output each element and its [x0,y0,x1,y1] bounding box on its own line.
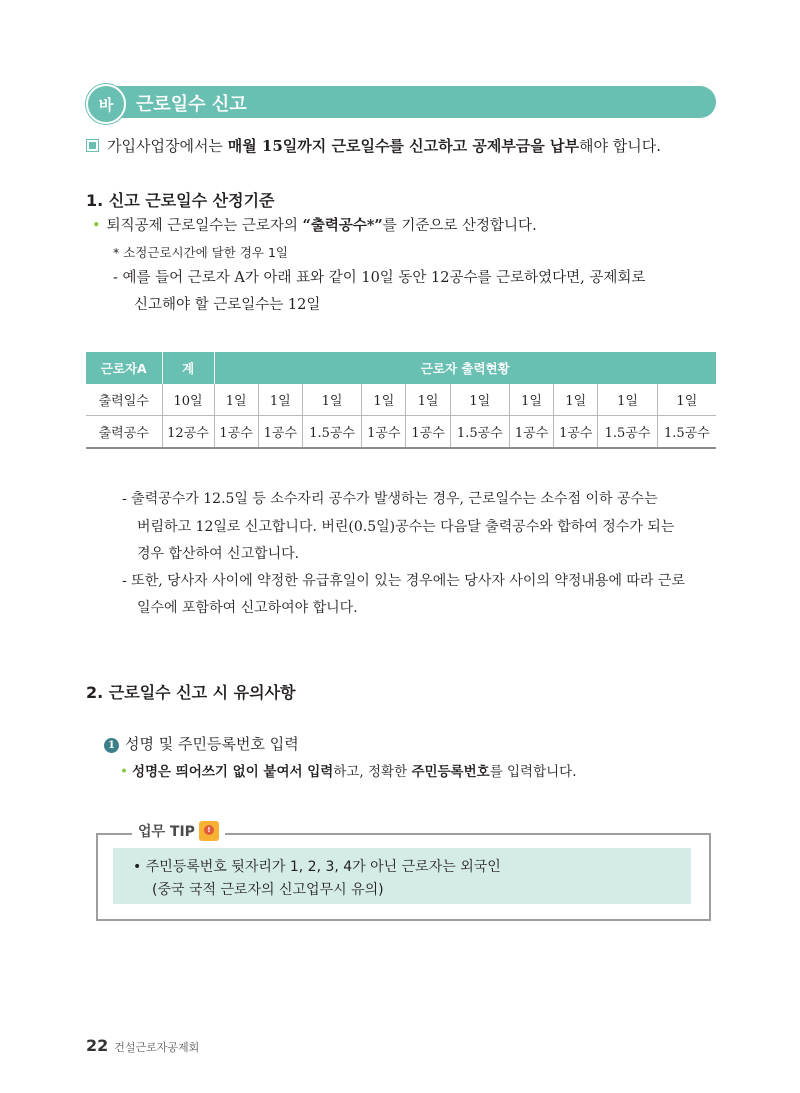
intro-text-end: 해야 합니다. [578,137,661,155]
square-bullet-icon [86,139,99,152]
table-cell: 출력일수 [86,384,162,416]
intro-bold-text: 매월 15일까지 근로일수를 신고하고 공제부금을 납부 [227,137,579,155]
table-cell: 1공수 [406,416,450,449]
table-cell: 12공수 [162,416,214,449]
table-row [86,384,716,416]
heading-criteria: 1. 신고 근로일수 산정기준 [86,191,275,210]
tip-label-text: 업무 TIP [138,824,195,840]
table-header: 근로자A [86,352,162,384]
table-header: 근로자 출력현황 [214,352,716,384]
lightbulb-icon: ! [199,821,219,841]
criteria-bold: “출력공수*” [302,217,383,234]
example-line-1: - 예를 들어 근로자 A가 아래 표와 같이 10일 동안 12공수를 근로하였다면, 공제회로 [113,270,646,286]
rounding-line-2: 버림하고 12일로 신고합니다. 버린(0.5일)공수는 다음달 출력공수와 합하여 정수가 되는 [137,519,675,535]
table-cell: 1일 [657,384,716,416]
tip-label [132,821,225,841]
table-cell: 1공수 [554,416,598,449]
table-cell: 1공수 [214,416,258,449]
holiday-line-1: - 또한, 당사자 사이에 약정한 유급휴일이 있는 경우에는 당사자 사이의 약정내용에 따라 근로 [122,573,685,589]
footnote: * 소정근로시간에 달한 경우 1일 [113,245,288,260]
table-row [86,416,716,449]
page-footer [86,1036,199,1055]
table-cell: 1일 [598,384,657,416]
holiday-line-2: 일수에 포함하여 신고하여야 합니다. [137,600,358,616]
criteria-bullet [92,214,537,235]
detail-text-end: 를 입력합니다. [489,764,577,780]
criteria-text: 퇴직공제 근로일수는 근로자의 [106,218,303,234]
detail-bold-1: 성명은 띄어쓰기 없이 붙여서 입력 [131,764,334,780]
table-cell: 1.5공수 [450,416,509,449]
precaution-item-1 [104,733,299,754]
table-cell: 1일 [450,384,509,416]
table-cell: 출력공수 [86,416,162,449]
detail-bold-2: 주민등록번호 [411,764,490,780]
section-badge: 바 [86,84,126,124]
table-cell: 1일 [509,384,553,416]
tip-line-2: (중국 국적 근로자의 신고업무시 유의) [152,882,384,898]
section-title: 근로일수 신고 [136,94,247,115]
attendance-table [86,352,716,449]
table-header-row [86,352,716,384]
number-one-icon: 1 [104,738,119,753]
page-number: 22 [86,1036,109,1055]
footer-org: 건설근로자공제회 [114,1041,200,1054]
criteria-text-end: 를 기준으로 산정합니다. [382,218,537,234]
table-cell: 1일 [302,384,361,416]
intro-paragraph [86,135,661,156]
dot-bullet-icon: • [92,218,101,234]
table-cell: 1공수 [258,416,302,449]
detail-text: 하고, 정확한 [333,764,412,780]
heading-precautions: 2. 근로일수 신고 시 유의사항 [86,683,296,702]
table-cell: 1일 [554,384,598,416]
table-cell: 1.5공수 [657,416,716,449]
table-cell: 1공수 [509,416,553,449]
table-cell: 1.5공수 [598,416,657,449]
tip-line-1: • 주민등록번호 뒷자리가 1, 2, 3, 4가 아닌 근로자는 외국인 [133,859,501,875]
dot-bullet-icon: • [120,764,128,780]
precaution-detail [120,760,577,780]
rounding-line-3: 경우 합산하여 신고합니다. [137,546,300,562]
intro-text: 가입사업장에서는 [107,137,228,155]
table-cell: 1일 [214,384,258,416]
table-cell: 1.5공수 [302,416,361,449]
table-cell: 1일 [406,384,450,416]
table-cell: 1일 [362,384,406,416]
precaution-item-title: 성명 및 주민등록번호 입력 [125,735,299,753]
table-cell: 10일 [162,384,214,416]
table-cell: 1공수 [362,416,406,449]
example-line-2: 신고해야 할 근로일수는 12일 [134,297,321,313]
rounding-line-1: - 출력공수가 12.5일 등 소수자리 공수가 발생하는 경우, 근로일수는 소수점 이하 공수는 [122,491,658,507]
table-header: 계 [162,352,214,384]
table-cell: 1일 [258,384,302,416]
